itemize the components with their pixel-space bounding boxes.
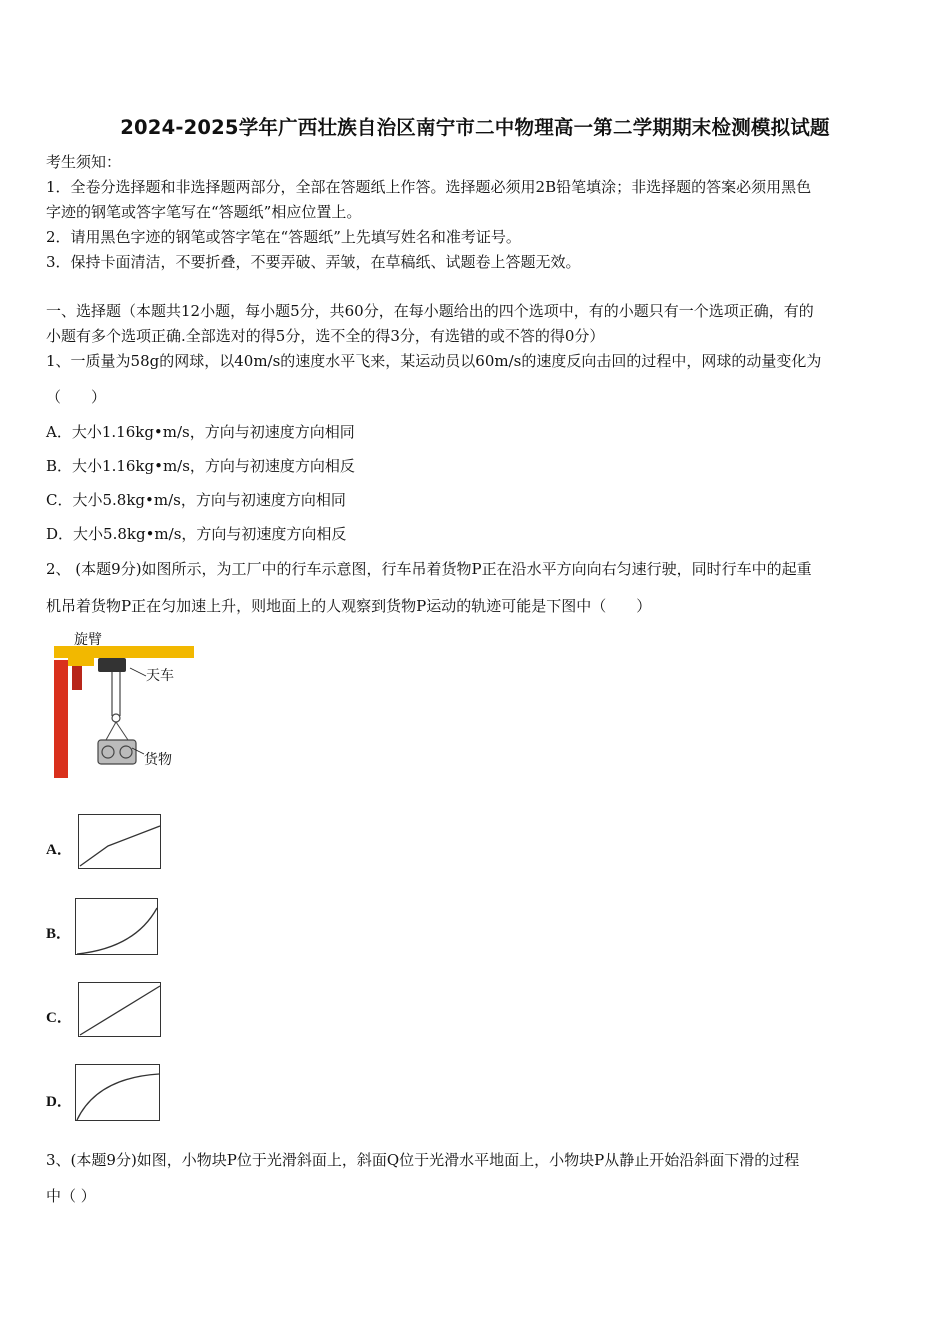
question-1-option-c: C．大小5.8kg•m/s，方向与初速度方向相同 (46, 491, 346, 509)
notice-line-2: 字迹的钢笔或答字笔写在“答题纸”相应位置上。 (46, 203, 362, 221)
label-arm: 旋臂 (74, 632, 102, 648)
label-cargo: 货物 (144, 752, 172, 768)
crane-motor (72, 666, 82, 690)
graph-option-c-label: C． (46, 1010, 72, 1026)
crane-illustration (50, 630, 200, 780)
graph-option-a (78, 814, 162, 870)
page-title: 2024-2025学年广西壮族自治区南宁市二中物理高一第二学期期末检测模拟试题 (120, 116, 830, 139)
graph-option-d (75, 1064, 161, 1122)
question-3-stem-line-2: 中（ ） (46, 1187, 96, 1205)
question-1-option-d: D．大小5.8kg•m/s，方向与初速度方向相反 (46, 525, 347, 543)
cargo (98, 740, 136, 764)
hook (112, 714, 120, 722)
question-2-stem-line-1: 2、 (本题9分)如图所示，为工厂中的行车示意图，行车吊着货物P正在沿水平方向向右匀速行驶，同时行车中的起重 (46, 560, 812, 578)
crane-arm-brace (68, 658, 94, 666)
notice-line-3: 2．请用黑色字迹的钢笔或答字笔在“答题纸”上先填写姓名和准考证号。 (46, 228, 521, 246)
section-instructions-line-2: 小题有多个选项正确.全部选对的得5分，选不全的得3分，有选错的或不答的得0分） (46, 327, 605, 345)
trolley (98, 658, 126, 672)
label-trolley: 天车 (146, 668, 174, 684)
graph-option-c (78, 982, 162, 1038)
question-3-stem-line-1: 3、(本题9分)如图，小物块P位于光滑斜面上，斜面Q位于光滑水平地面上，小物块P从静止开始沿斜面下滑的过程 (46, 1151, 800, 1169)
question-2-stem-line-2: 机吊着货物P正在匀加速上升，则地面上的人观察到货物P运动的轨迹可能是下图中（ ） (46, 597, 652, 615)
graph-option-a-label: A． (46, 842, 72, 858)
question-1-bracket: （ ） (46, 388, 107, 406)
notice-line-1: 1．全卷分选择题和非选择题两部分，全部在答题纸上作答。选择题必须用2B铅笔填涂；非选择题的答案必须用黑色 (46, 178, 812, 196)
crane-column (54, 660, 68, 778)
graph-option-b-label: B． (46, 926, 72, 942)
section-instructions-line-1: 一、选择题（本题共12小题，每小题5分，共60分，在每小题给出的四个选项中，有的小题只有一个选项正确，有的 (46, 302, 814, 320)
question-1-stem: 1、一质量为58g的网球，以40m/s的速度水平飞来，某运动员以60m/s的速度反向击回的过程中，网球的动量变化为 (46, 352, 822, 370)
notice-line-4: 3．保持卡面清洁，不要折叠，不要弄破、弄皱，在草稿纸、试题卷上答题无效。 (46, 253, 581, 271)
notice-heading: 考生须知： (46, 153, 122, 171)
graph-option-b (75, 898, 159, 956)
question-1-option-b: B．大小1.16kg•m/s，方向与初速度方向相反 (46, 457, 355, 475)
question-1-option-a: A．大小1.16kg•m/s，方向与初速度方向相同 (46, 423, 355, 441)
graph-option-d-label: D． (46, 1094, 72, 1110)
